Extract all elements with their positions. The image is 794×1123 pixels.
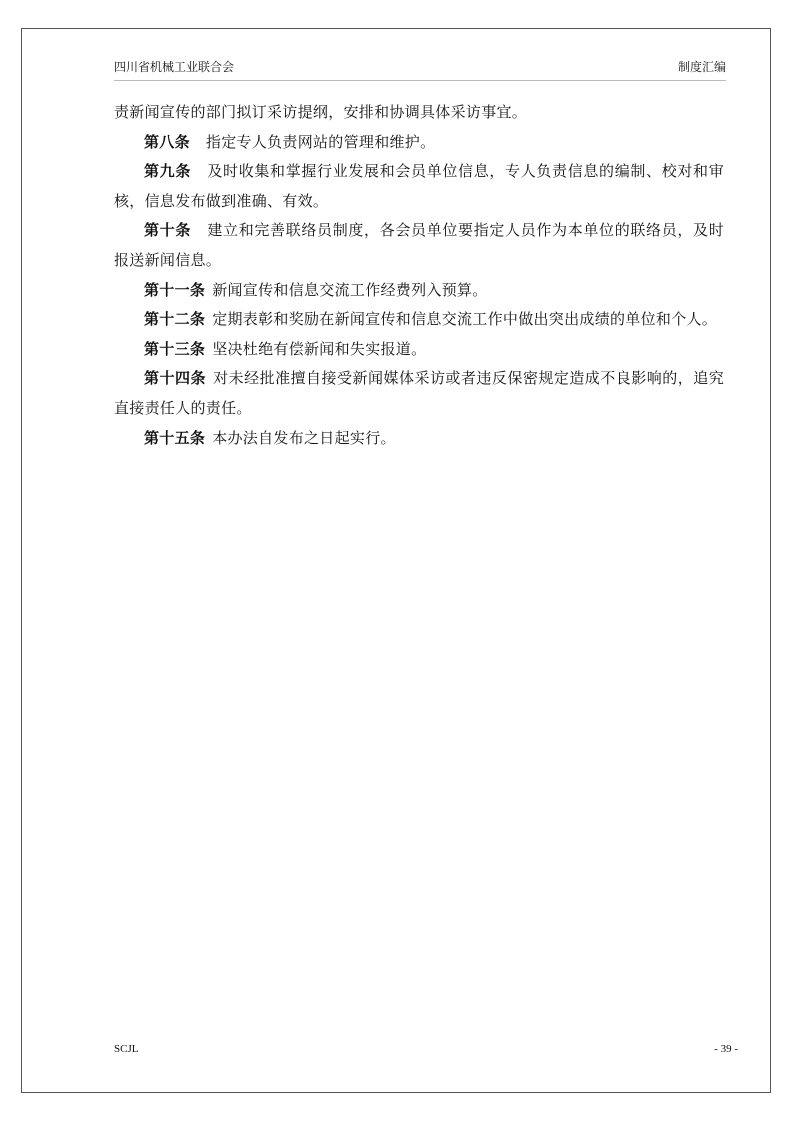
article-number: 第八条	[144, 132, 190, 151]
article-13	[114, 335, 724, 365]
article-11	[114, 276, 724, 306]
article-text: 及时收集和掌握行业发展和会员单位信息，专人负责信息的编制、校对和审核，信息发布做到准确、有效。	[114, 162, 724, 210]
footer-code: SCJL	[114, 1043, 139, 1055]
article-9	[114, 157, 724, 216]
article-10	[114, 216, 724, 275]
paragraph-text: 责新闻宣传的部门拟订采访提纲，安排和协调具体采访事宜。	[114, 103, 528, 121]
article-text: 建立和完善联络员制度，各会员单位要指定人员作为本单位的联络员，及时报送新闻信息。	[114, 221, 724, 269]
article-text: 本办法自发布之日起实行。	[212, 428, 396, 447]
article-number: 第九条	[144, 162, 191, 181]
article-number: 第十四条	[144, 369, 206, 388]
article-text: 指定专人负责网站的管理和维护。	[205, 132, 436, 151]
article-15	[114, 424, 724, 454]
article-12	[114, 305, 724, 335]
page-number: - 39 -	[714, 1043, 738, 1055]
paragraph-continuation	[114, 98, 724, 128]
page-footer	[114, 1040, 738, 1058]
article-14	[114, 364, 724, 423]
article-number: 第十条	[144, 221, 191, 240]
header-divider	[114, 80, 726, 81]
article-number: 第十二条	[144, 310, 206, 329]
article-text: 对未经批准擅自接受新闻媒体采访或者违反保密规定造成不良影响的，追究直接责任人的责任。	[114, 369, 725, 417]
article-text: 新闻宣传和信息交流工作经费列入预算。	[212, 280, 488, 299]
article-text: 坚决杜绝有偿新闻和失实报道。	[212, 339, 427, 358]
header-organization: 四川省机械工业联合会	[114, 60, 235, 74]
header-section-title: 制度汇编	[677, 60, 726, 74]
page-header	[114, 57, 726, 77]
article-8	[114, 128, 724, 158]
document-body	[114, 98, 724, 453]
article-number: 第十五条	[144, 428, 206, 447]
article-number: 第十一条	[144, 280, 206, 299]
article-number: 第十三条	[144, 339, 206, 358]
article-text: 定期表彰和奖励在新闻宣传和信息交流工作中做出突出成绩的单位和个人。	[212, 310, 718, 329]
